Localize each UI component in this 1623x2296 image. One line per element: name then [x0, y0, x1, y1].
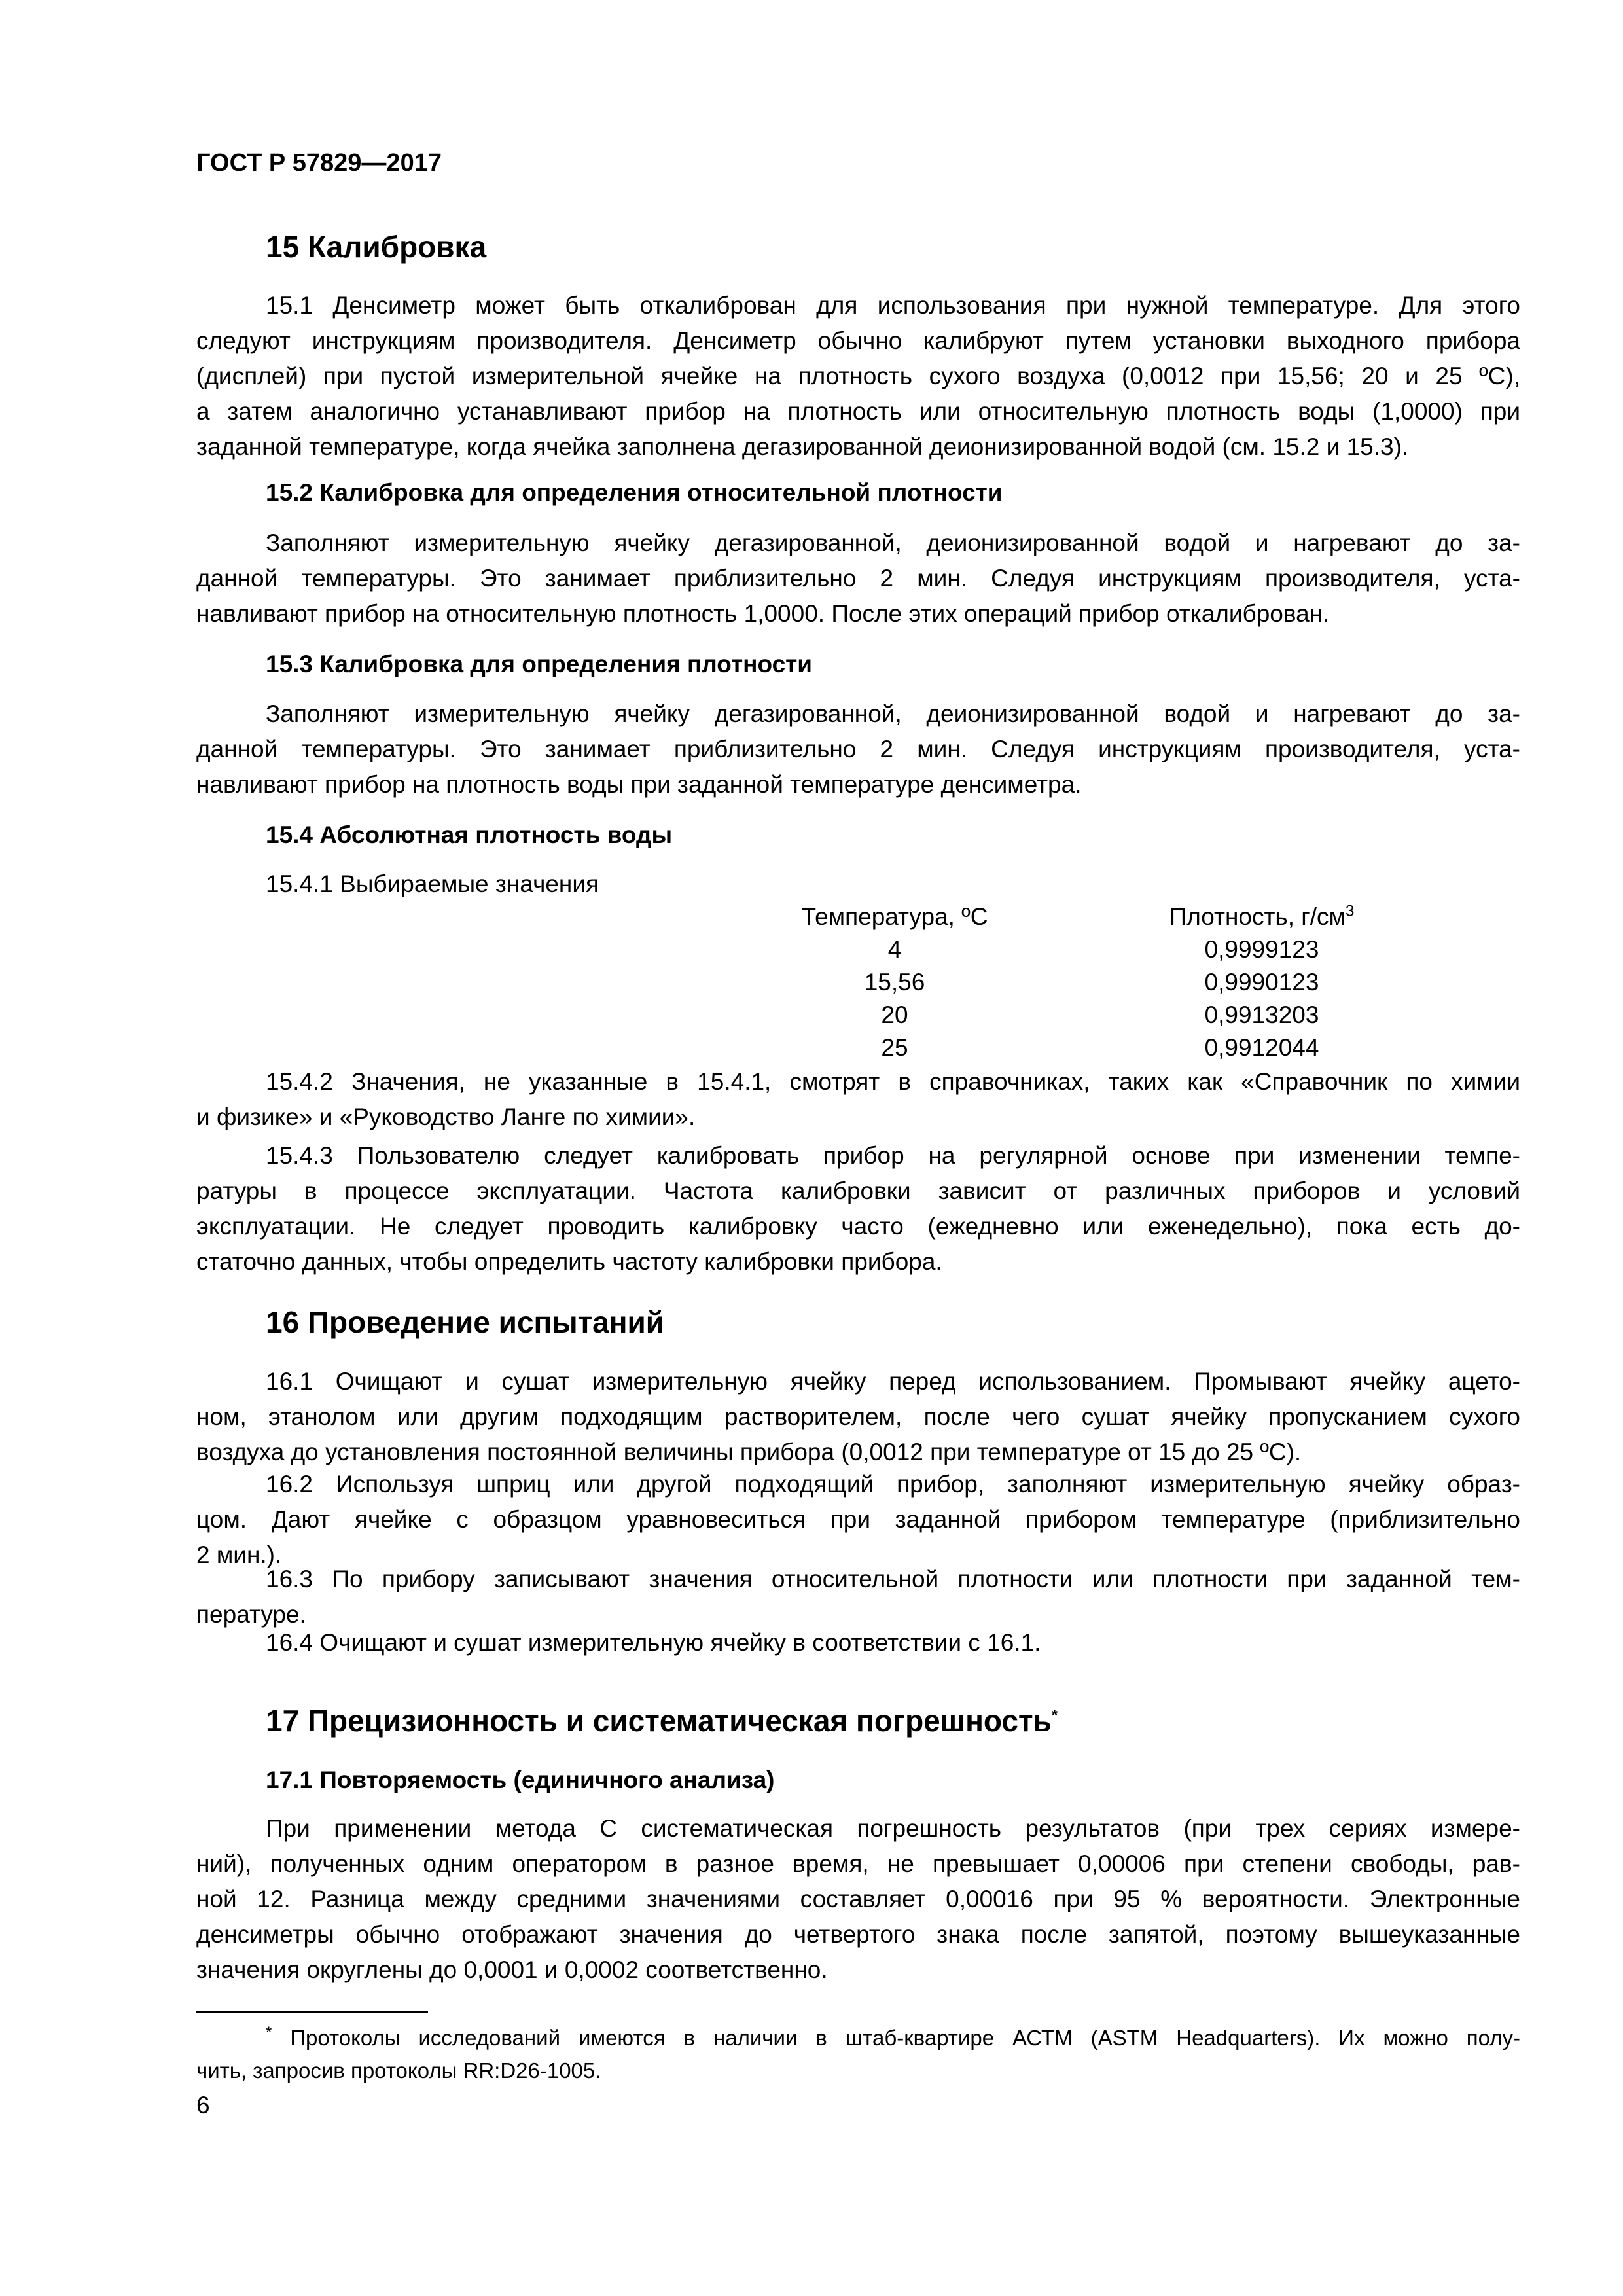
water-density-table [196, 901, 1520, 1064]
text-line: 15.4.1 Выбираемые значения [266, 870, 599, 897]
paragraph-15-4-2 [196, 1064, 1520, 1135]
paragraph-15-3 [196, 696, 1520, 802]
text-line: 15.4.3 Пользователю следует калибровать прибор на регулярной основе при изменении темпе- [266, 1142, 1520, 1169]
cubic-superscript: 3 [1345, 902, 1355, 920]
text-line: Заполняют измерительную ячейку дегазированной, деионизированной водой и нагревают до за- [266, 700, 1520, 727]
section-15-3-heading: 15.3 Калибровка для определения плотности [266, 651, 813, 677]
section-16-heading: 16 Проведение испытаний [266, 1305, 665, 1339]
table-row [196, 966, 1520, 999]
text-line: данной температуры. Это занимает приблизительно 2 мин. Следуя инструкциям производителя, уста- [196, 736, 1520, 762]
footnote [196, 2022, 1520, 2087]
text-line: воздуха до установления постоянной величины прибора (0,0012 при температуре от 15 до 25 ºС). [196, 1439, 1302, 1465]
paragraph-16-2 [196, 1467, 1520, 1573]
paragraph-17-1 [196, 1811, 1520, 1988]
temperature-cell: 4 [887, 936, 902, 963]
footnote-text: Протоколы исследований имеются в наличии в штаб-квартире АСТМ (ASTM Headquarters). Их можно полу- [290, 2026, 1521, 2050]
paragraph-15-4-1 [196, 867, 1520, 902]
paragraph-16-4 [196, 1625, 1520, 1660]
section-17-1-heading: 17.1 Повторяемость (единичного анализа) [266, 1767, 775, 1793]
table-row [196, 999, 1520, 1031]
text-line: и физике» и «Руководство Ланге по химии». [196, 1103, 696, 1130]
text-line: ном, этанолом или другим подходящим растворителем, после чего сушат ячейку пропусканием сухого [196, 1403, 1520, 1430]
text-line: ной 12. Разница между средними значениями составляет 0,00016 при 95 % вероятности. Электронные [196, 1886, 1520, 1912]
text-line: а затем аналогично устанавливают прибор на плотность или относительную плотность воды (1,0000) при [196, 398, 1520, 425]
text-line: (дисплей) при пустой измерительной ячейке на плотность сухого воздуха (0,0012 при 15,56; 20 и 25 ºС), [196, 363, 1520, 389]
paragraph-16-1 [196, 1364, 1520, 1470]
section-15-2-heading: 15.2 Калибровка для определения относительной плотности [266, 479, 1003, 506]
footnote-line [196, 2022, 1520, 2054]
text-line: 2 мин.). [196, 1541, 282, 1568]
paragraph-15-2 [196, 526, 1520, 632]
text-line: 16.1 Очищают и сушат измерительную ячейку перед использованием. Промывают ячейку ацето- [266, 1368, 1520, 1395]
footnote-divider [196, 2011, 428, 2013]
text-line: навливают прибор на относительную плотность 1,0000. После этих операций прибор откалиброван. [196, 600, 1330, 627]
text-line: При применении метода С систематическая погрешность результатов (при трех сериях измере- [266, 1815, 1520, 1842]
column-header-density [1131, 901, 1393, 933]
density-cell: 0,9999123 [1204, 936, 1319, 963]
text-line: 15.1 Денсиметр может быть откалиброван для использования при нужной температуре. Для этого [266, 292, 1520, 319]
text-line: следуют инструкциям производителя. Денсиметр обычно калибруют путем установки выходного прибора [196, 327, 1520, 354]
document-code: ГОСТ Р 57829—2017 [196, 149, 442, 177]
paragraph-15-1 [196, 288, 1520, 465]
footnote-mark[interactable]: * [1051, 1706, 1058, 1725]
section-15-heading: 15 Калибровка [266, 230, 487, 264]
section-17-title: 17 Прецизионность и систематическая погрешность [266, 1704, 1052, 1738]
text-line: пературе. [196, 1601, 306, 1628]
temperature-cell: 15,56 [864, 969, 925, 996]
table-header [196, 901, 1520, 933]
text-line: 16.3 По прибору записывают значения относительной плотности или плотности при заданной тем- [266, 1566, 1520, 1592]
text-line: эксплуатации. Не следует проводить калибровку часто (ежедневно или еженедельно), пока есть до- [196, 1213, 1520, 1240]
text-line: значения округлены до 0,0001 и 0,0002 соответственно. [196, 1956, 828, 1983]
column-header-temperature: Температура, ºС [801, 903, 988, 930]
table-row [196, 1031, 1520, 1064]
density-label: Плотность, г/см [1169, 903, 1346, 930]
density-cell: 0,9913203 [1204, 1001, 1319, 1028]
footnote-marker: * [266, 2024, 272, 2041]
text-line: денсиметры обычно отображают значения до четвертого знака после запятой, поэтому вышеуказанные [196, 1921, 1520, 1948]
text-line: данной температуры. Это занимает приблизительно 2 мин. Следуя инструкциям производителя, уста- [196, 565, 1520, 592]
text-line: 16.4 Очищают и сушат измерительную ячейку в соответствии с 16.1. [266, 1629, 1041, 1656]
text-line: Заполняют измерительную ячейку дегазированной, деионизированной водой и нагревают до за- [266, 529, 1520, 556]
footnote-line: чить, запросив протоколы RR:D26-1005. [196, 2058, 601, 2083]
text-line: 16.2 Используя шприц или другой подходящий прибор, заполняют измерительную ячейку образ- [266, 1471, 1520, 1498]
table-row [196, 933, 1520, 966]
temperature-cell: 20 [881, 1001, 908, 1028]
density-cell: 0,9990123 [1204, 969, 1319, 996]
temperature-cell: 25 [881, 1034, 908, 1061]
text-line: ратуры в процессе эксплуатации. Частота калибровки зависит от различных приборов и условий [196, 1177, 1520, 1204]
page-number: 6 [196, 2092, 210, 2119]
paragraph-15-4-3 [196, 1138, 1520, 1280]
density-cell: 0,9912044 [1204, 1034, 1319, 1061]
text-line: 15.4.2 Значения, не указанные в 15.4.1, смотрят в справочниках, таких как «Справочник по химии [266, 1068, 1520, 1095]
paragraph-16-3 [196, 1562, 1520, 1632]
text-line: цом. Дают ячейке с образцом уравновеситься при заданной прибором температуре (приблизительно [196, 1506, 1520, 1533]
text-line: статочно данных, чтобы определить частоту калибровки прибора. [196, 1248, 942, 1275]
section-15-4-heading: 15.4 Абсолютная плотность воды [266, 821, 673, 848]
text-line: навливают прибор на плотность воды при заданной температуре денсиметра. [196, 771, 1082, 798]
text-line: ний), полученных одним оператором в разное время, не превышает 0,00006 при степени свободы, рав- [196, 1850, 1520, 1877]
section-17-heading [196, 1703, 1590, 1738]
text-line: заданной температуре, когда ячейка заполнена дегазированной деионизированной водой (см. 15.2 и 15.3). [196, 433, 1409, 460]
